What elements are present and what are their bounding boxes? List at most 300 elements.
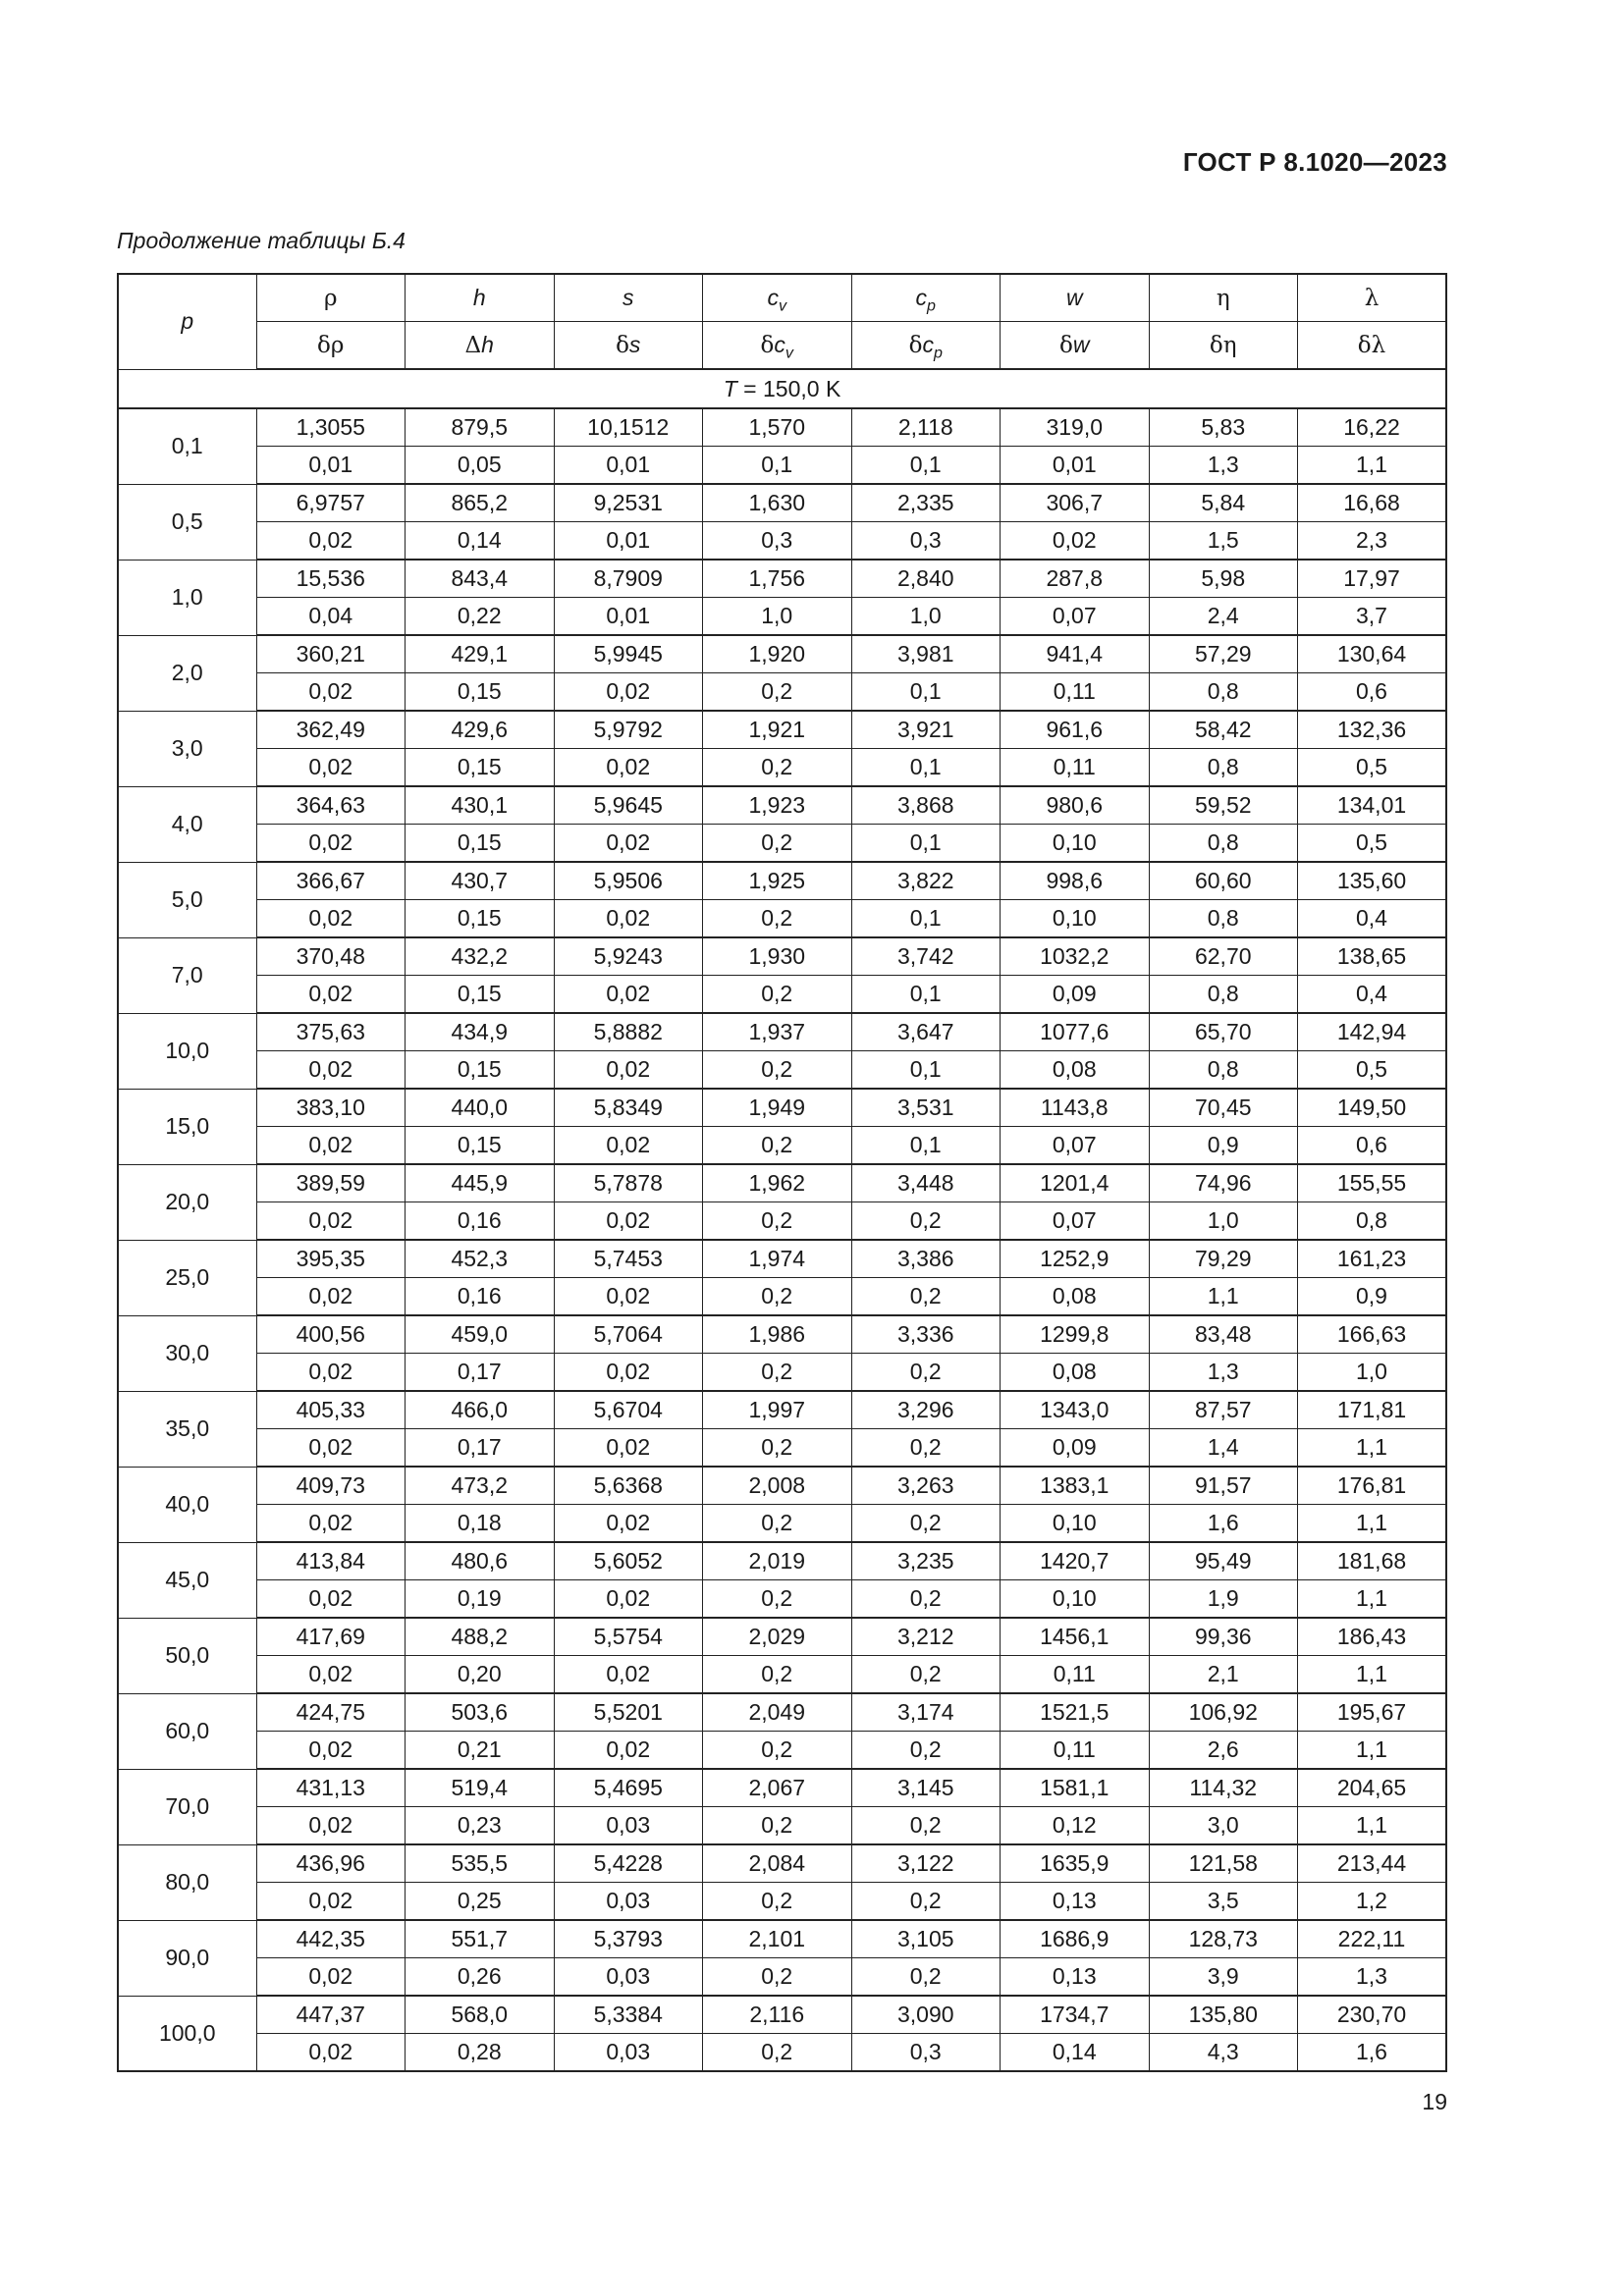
value-cell: 1077,6 xyxy=(1001,1013,1150,1051)
uncertainty-cell: 0,1 xyxy=(851,825,1001,863)
uncertainty-cell: 0,2 xyxy=(703,1429,852,1468)
value-cell: 3,921 xyxy=(851,711,1001,749)
uncertainty-cell: 0,2 xyxy=(703,1127,852,1165)
uncertainty-cell: 0,02 xyxy=(256,1580,406,1619)
uncertainty-cell: 0,02 xyxy=(554,900,703,938)
table-row-values xyxy=(118,937,1446,976)
uncertainty-cell: 0,02 xyxy=(554,1732,703,1770)
value-cell: 70,45 xyxy=(1149,1089,1298,1127)
value-cell: 436,96 xyxy=(256,1844,406,1883)
uncertainty-cell: 0,15 xyxy=(406,1127,555,1165)
value-cell: 3,122 xyxy=(851,1844,1001,1883)
uncertainty-cell: 0,15 xyxy=(406,1051,555,1090)
uncertainty-cell: 0,02 xyxy=(256,1807,406,1845)
table-row-values xyxy=(118,1769,1446,1807)
uncertainty-cell: 0,2 xyxy=(851,1656,1001,1694)
value-cell: 128,73 xyxy=(1149,1920,1298,1958)
table-row-uncertainties xyxy=(118,1580,1446,1619)
table-row-values xyxy=(118,1618,1446,1656)
uncertainty-cell: 0,20 xyxy=(406,1656,555,1694)
uncertainty-cell: 0,8 xyxy=(1149,825,1298,863)
value-cell: 15,536 xyxy=(256,560,406,598)
uncertainty-cell: 0,15 xyxy=(406,673,555,712)
value-cell: 1,986 xyxy=(703,1315,852,1354)
uncertainty-cell: 0,02 xyxy=(256,900,406,938)
value-cell: 57,29 xyxy=(1149,635,1298,673)
header-row-values xyxy=(118,274,1446,322)
uncertainty-cell: 0,2 xyxy=(703,1958,852,1997)
value-cell: 5,9506 xyxy=(554,862,703,900)
value-cell: 5,6704 xyxy=(554,1391,703,1429)
uncertainty-cell: 1,9 xyxy=(1149,1580,1298,1619)
uncertainty-cell: 0,02 xyxy=(554,976,703,1014)
value-cell: 79,29 xyxy=(1149,1240,1298,1278)
table-row-values xyxy=(118,484,1446,522)
value-cell: 130,64 xyxy=(1298,635,1447,673)
uncertainty-cell: 0,8 xyxy=(1298,1202,1447,1241)
value-cell: 1,925 xyxy=(703,862,852,900)
pressure-cell: 3,0 xyxy=(118,711,256,786)
column-header-1: h xyxy=(406,274,555,322)
pressure-cell: 30,0 xyxy=(118,1315,256,1391)
value-cell: 95,49 xyxy=(1149,1542,1298,1580)
uncertainty-cell: 0,5 xyxy=(1298,749,1447,787)
value-cell: 366,67 xyxy=(256,862,406,900)
uncertainty-cell: 0,02 xyxy=(1001,522,1150,561)
value-cell: 1143,8 xyxy=(1001,1089,1150,1127)
pressure-cell: 80,0 xyxy=(118,1844,256,1920)
uncertainty-cell: 0,2 xyxy=(703,749,852,787)
uncertainty-cell: 0,02 xyxy=(256,1883,406,1921)
value-cell: 1,630 xyxy=(703,484,852,522)
value-cell: 362,49 xyxy=(256,711,406,749)
value-cell: 3,296 xyxy=(851,1391,1001,1429)
uncertainty-cell: 0,1 xyxy=(851,1051,1001,1090)
value-cell: 1,937 xyxy=(703,1013,852,1051)
uncertainty-cell: 0,01 xyxy=(1001,447,1150,485)
value-cell: 364,63 xyxy=(256,786,406,825)
uncertainty-cell: 0,4 xyxy=(1298,900,1447,938)
uncertainty-cell: 0,02 xyxy=(256,1202,406,1241)
uncertainty-cell: 0,3 xyxy=(703,522,852,561)
value-cell: 5,8882 xyxy=(554,1013,703,1051)
value-cell: 430,1 xyxy=(406,786,555,825)
value-cell: 1252,9 xyxy=(1001,1240,1150,1278)
value-cell: 440,0 xyxy=(406,1089,555,1127)
uncertainty-cell: 0,22 xyxy=(406,598,555,636)
uncertainty-cell: 3,5 xyxy=(1149,1883,1298,1921)
table-row-uncertainties xyxy=(118,1883,1446,1921)
value-cell: 480,6 xyxy=(406,1542,555,1580)
value-cell: 8,7909 xyxy=(554,560,703,598)
value-cell: 59,52 xyxy=(1149,786,1298,825)
value-cell: 287,8 xyxy=(1001,560,1150,598)
deviation-header-3: $\delta c_v$ xyxy=(703,322,852,370)
uncertainty-cell: 1,3 xyxy=(1298,1958,1447,1997)
document-code: ГОСТ Р 8.1020—2023 xyxy=(1182,147,1447,177)
value-cell: 16,22 xyxy=(1298,408,1447,447)
table-row-values xyxy=(118,1467,1446,1505)
table-row-values xyxy=(118,1164,1446,1202)
uncertainty-cell: 0,1 xyxy=(851,976,1001,1014)
uncertainty-cell: 0,1 xyxy=(851,1127,1001,1165)
value-cell: 447,37 xyxy=(256,1996,406,2034)
uncertainty-cell: 0,02 xyxy=(554,749,703,787)
uncertainty-cell: 0,13 xyxy=(1001,1883,1150,1921)
pressure-cell: 5,0 xyxy=(118,862,256,937)
value-cell: 370,48 xyxy=(256,937,406,976)
uncertainty-cell: 0,2 xyxy=(851,1278,1001,1316)
value-cell: 1,930 xyxy=(703,937,852,976)
uncertainty-cell: 0,2 xyxy=(703,673,852,712)
value-cell: 2,019 xyxy=(703,1542,852,1580)
uncertainty-cell: 1,1 xyxy=(1298,1807,1447,1845)
uncertainty-cell: 2,4 xyxy=(1149,598,1298,636)
uncertainty-cell: 0,07 xyxy=(1001,598,1150,636)
value-cell: 3,822 xyxy=(851,862,1001,900)
value-cell: 134,01 xyxy=(1298,786,1447,825)
value-cell: 2,118 xyxy=(851,408,1001,447)
uncertainty-cell: 0,02 xyxy=(256,749,406,787)
uncertainty-cell: 0,17 xyxy=(406,1429,555,1468)
uncertainty-cell: 0,01 xyxy=(554,598,703,636)
uncertainty-cell: 1,1 xyxy=(1298,1505,1447,1543)
pressure-cell: 40,0 xyxy=(118,1467,256,1542)
value-cell: 5,9645 xyxy=(554,786,703,825)
value-cell: 429,1 xyxy=(406,635,555,673)
uncertainty-cell: 0,2 xyxy=(851,1807,1001,1845)
value-cell: 5,6368 xyxy=(554,1467,703,1505)
uncertainty-cell: 0,11 xyxy=(1001,673,1150,712)
table-row-uncertainties xyxy=(118,1958,1446,1997)
uncertainty-cell: 0,10 xyxy=(1001,825,1150,863)
uncertainty-cell: 1,1 xyxy=(1298,1580,1447,1619)
uncertainty-cell: 2,6 xyxy=(1149,1732,1298,1770)
value-cell: 1,921 xyxy=(703,711,852,749)
uncertainty-cell: 0,09 xyxy=(1001,976,1150,1014)
uncertainty-cell: 0,9 xyxy=(1298,1278,1447,1316)
uncertainty-cell: 0,02 xyxy=(256,522,406,561)
uncertainty-cell: 0,15 xyxy=(406,825,555,863)
value-cell: 2,840 xyxy=(851,560,1001,598)
uncertainty-cell: 0,13 xyxy=(1001,1958,1150,1997)
table-row-uncertainties xyxy=(118,1278,1446,1316)
value-cell: 2,101 xyxy=(703,1920,852,1958)
value-cell: 429,6 xyxy=(406,711,555,749)
value-cell: 58,42 xyxy=(1149,711,1298,749)
uncertainty-cell: 0,1 xyxy=(703,447,852,485)
value-cell: 1456,1 xyxy=(1001,1618,1150,1656)
value-cell: 1521,5 xyxy=(1001,1693,1150,1732)
pressure-cell: 20,0 xyxy=(118,1164,256,1240)
uncertainty-cell: 3,7 xyxy=(1298,598,1447,636)
pressure-cell: 70,0 xyxy=(118,1769,256,1844)
column-header-5: w xyxy=(1001,274,1150,322)
table-row-values xyxy=(118,1693,1446,1732)
value-cell: 961,6 xyxy=(1001,711,1150,749)
uncertainty-cell: 1,0 xyxy=(703,598,852,636)
table-row-uncertainties xyxy=(118,1202,1446,1241)
table-row-uncertainties xyxy=(118,1051,1446,1090)
table-row-uncertainties xyxy=(118,2034,1446,2072)
value-cell: 3,647 xyxy=(851,1013,1001,1051)
uncertainty-cell: 0,2 xyxy=(703,1807,852,1845)
column-header-2: s xyxy=(554,274,703,322)
uncertainty-cell: 0,2 xyxy=(703,976,852,1014)
uncertainty-cell: 0,25 xyxy=(406,1883,555,1921)
uncertainty-cell: 0,2 xyxy=(703,825,852,863)
uncertainty-cell: 0,09 xyxy=(1001,1429,1150,1468)
uncertainty-cell: 0,2 xyxy=(703,1580,852,1619)
value-cell: 142,94 xyxy=(1298,1013,1447,1051)
pressure-symbol: p xyxy=(181,308,194,335)
table-row-values xyxy=(118,711,1446,749)
table-row-uncertainties xyxy=(118,598,1446,636)
uncertainty-cell: 0,18 xyxy=(406,1505,555,1543)
value-cell: 519,4 xyxy=(406,1769,555,1807)
table-row-values xyxy=(118,635,1446,673)
table-row-uncertainties xyxy=(118,825,1446,863)
uncertainty-cell: 0,02 xyxy=(256,976,406,1014)
value-cell: 5,9945 xyxy=(554,635,703,673)
table-row-uncertainties xyxy=(118,749,1446,787)
column-header-6: η xyxy=(1149,274,1298,322)
value-cell: 360,21 xyxy=(256,635,406,673)
value-cell: 74,96 xyxy=(1149,1164,1298,1202)
uncertainty-cell: 0,2 xyxy=(851,1580,1001,1619)
uncertainty-cell: 0,2 xyxy=(703,1051,852,1090)
value-cell: 1686,9 xyxy=(1001,1920,1150,1958)
uncertainty-cell: 0,07 xyxy=(1001,1202,1150,1241)
uncertainty-cell: 0,2 xyxy=(703,1278,852,1316)
pressure-column-header xyxy=(118,274,256,369)
table-caption: Продолжение таблицы Б.4 xyxy=(117,228,406,253)
value-cell: 3,981 xyxy=(851,635,1001,673)
value-cell: 1032,2 xyxy=(1001,937,1150,976)
value-cell: 2,008 xyxy=(703,1467,852,1505)
value-cell: 2,084 xyxy=(703,1844,852,1883)
uncertainty-cell: 0,11 xyxy=(1001,749,1150,787)
pressure-cell: 0,1 xyxy=(118,408,256,484)
value-cell: 5,98 xyxy=(1149,560,1298,598)
uncertainty-cell: 1,0 xyxy=(851,598,1001,636)
uncertainty-cell: 0,02 xyxy=(554,673,703,712)
uncertainty-cell: 0,02 xyxy=(554,1202,703,1241)
pressure-cell: 7,0 xyxy=(118,937,256,1013)
value-cell: 5,7064 xyxy=(554,1315,703,1354)
uncertainty-cell: 1,1 xyxy=(1298,447,1447,485)
value-cell: 10,1512 xyxy=(554,408,703,447)
value-cell: 3,868 xyxy=(851,786,1001,825)
value-cell: 155,55 xyxy=(1298,1164,1447,1202)
value-cell: 459,0 xyxy=(406,1315,555,1354)
uncertainty-cell: 0,23 xyxy=(406,1807,555,1845)
page-number: 19 xyxy=(1422,2089,1447,2114)
value-cell: 6,9757 xyxy=(256,484,406,522)
value-cell: 409,73 xyxy=(256,1467,406,1505)
value-cell: 1581,1 xyxy=(1001,1769,1150,1807)
value-cell: 3,235 xyxy=(851,1542,1001,1580)
uncertainty-cell: 0,8 xyxy=(1149,749,1298,787)
value-cell: 375,63 xyxy=(256,1013,406,1051)
uncertainty-cell: 3,0 xyxy=(1149,1807,1298,1845)
uncertainty-cell: 0,03 xyxy=(554,2034,703,2072)
uncertainty-cell: 0,02 xyxy=(256,1354,406,1392)
value-cell: 9,2531 xyxy=(554,484,703,522)
value-cell: 1383,1 xyxy=(1001,1467,1150,1505)
table-row-values xyxy=(118,1240,1446,1278)
uncertainty-cell: 0,08 xyxy=(1001,1354,1150,1392)
value-cell: 442,35 xyxy=(256,1920,406,1958)
value-cell: 1299,8 xyxy=(1001,1315,1150,1354)
value-cell: 5,8349 xyxy=(554,1089,703,1127)
uncertainty-cell: 0,2 xyxy=(851,1883,1001,1921)
uncertainty-cell: 0,02 xyxy=(554,1656,703,1694)
value-cell: 3,263 xyxy=(851,1467,1001,1505)
value-cell: 1343,0 xyxy=(1001,1391,1150,1429)
value-cell: 3,386 xyxy=(851,1240,1001,1278)
value-cell: 3,336 xyxy=(851,1315,1001,1354)
uncertainty-cell: 0,10 xyxy=(1001,1580,1150,1619)
uncertainty-cell: 0,2 xyxy=(703,1656,852,1694)
uncertainty-cell: 0,02 xyxy=(554,1354,703,1392)
uncertainty-cell: 0,14 xyxy=(406,522,555,561)
uncertainty-cell: 0,05 xyxy=(406,447,555,485)
pressure-cell: 25,0 xyxy=(118,1240,256,1315)
value-cell: 413,84 xyxy=(256,1542,406,1580)
uncertainty-cell: 0,28 xyxy=(406,2034,555,2072)
value-cell: 5,5201 xyxy=(554,1693,703,1732)
value-cell: 998,6 xyxy=(1001,862,1150,900)
pressure-cell: 100,0 xyxy=(118,1996,256,2071)
value-cell: 5,4695 xyxy=(554,1769,703,1807)
deviation-header-0: δρ xyxy=(256,322,406,370)
column-header-3: $c_v$ xyxy=(703,274,852,322)
value-cell: 1,3055 xyxy=(256,408,406,447)
uncertainty-cell: 0,8 xyxy=(1149,976,1298,1014)
table-row-uncertainties xyxy=(118,1807,1446,1845)
value-cell: 17,97 xyxy=(1298,560,1447,598)
uncertainty-cell: 1,1 xyxy=(1298,1429,1447,1468)
uncertainty-cell: 0,03 xyxy=(554,1958,703,1997)
value-cell: 135,80 xyxy=(1149,1996,1298,2034)
pressure-cell: 50,0 xyxy=(118,1618,256,1693)
uncertainty-cell: 0,02 xyxy=(554,1127,703,1165)
value-cell: 405,33 xyxy=(256,1391,406,1429)
uncertainty-cell: 0,16 xyxy=(406,1278,555,1316)
uncertainty-cell: 0,10 xyxy=(1001,900,1150,938)
value-cell: 5,3384 xyxy=(554,1996,703,2034)
value-cell: 3,090 xyxy=(851,1996,1001,2034)
value-cell: 2,067 xyxy=(703,1769,852,1807)
uncertainty-cell: 0,17 xyxy=(406,1354,555,1392)
value-cell: 2,335 xyxy=(851,484,1001,522)
table-row-values xyxy=(118,408,1446,447)
value-cell: 3,105 xyxy=(851,1920,1001,1958)
uncertainty-cell: 1,1 xyxy=(1298,1656,1447,1694)
uncertainty-cell: 0,4 xyxy=(1298,976,1447,1014)
value-cell: 1,997 xyxy=(703,1391,852,1429)
value-cell: 176,81 xyxy=(1298,1467,1447,1505)
value-cell: 222,11 xyxy=(1298,1920,1447,1958)
table-row-values xyxy=(118,1391,1446,1429)
table-row-values xyxy=(118,1920,1446,1958)
table-row-values xyxy=(118,786,1446,825)
uncertainty-cell: 0,02 xyxy=(256,1732,406,1770)
uncertainty-cell: 0,6 xyxy=(1298,673,1447,712)
table-row-uncertainties xyxy=(118,673,1446,712)
value-cell: 503,6 xyxy=(406,1693,555,1732)
value-cell: 5,3793 xyxy=(554,1920,703,1958)
uncertainty-cell: 0,19 xyxy=(406,1580,555,1619)
value-cell: 171,81 xyxy=(1298,1391,1447,1429)
value-cell: 213,44 xyxy=(1298,1844,1447,1883)
pressure-cell: 35,0 xyxy=(118,1391,256,1467)
pressure-cell: 1,0 xyxy=(118,560,256,635)
uncertainty-cell: 0,02 xyxy=(554,1429,703,1468)
pressure-cell: 15,0 xyxy=(118,1089,256,1164)
value-cell: 230,70 xyxy=(1298,1996,1447,2034)
value-cell: 65,70 xyxy=(1149,1013,1298,1051)
deviation-header-7: δλ xyxy=(1298,322,1447,370)
uncertainty-cell: 0,15 xyxy=(406,749,555,787)
value-cell: 1420,7 xyxy=(1001,1542,1150,1580)
value-cell: 306,7 xyxy=(1001,484,1150,522)
uncertainty-cell: 0,12 xyxy=(1001,1807,1150,1845)
uncertainty-cell: 0,14 xyxy=(1001,2034,1150,2072)
uncertainty-cell: 0,01 xyxy=(256,447,406,485)
table-row-uncertainties xyxy=(118,900,1446,938)
uncertainty-cell: 1,0 xyxy=(1149,1202,1298,1241)
uncertainty-cell: 0,8 xyxy=(1149,673,1298,712)
value-cell: 466,0 xyxy=(406,1391,555,1429)
uncertainty-cell: 0,02 xyxy=(554,1580,703,1619)
uncertainty-cell: 0,2 xyxy=(851,1505,1001,1543)
uncertainty-cell: 0,11 xyxy=(1001,1656,1150,1694)
column-header-4: $c_p$ xyxy=(851,274,1001,322)
uncertainty-cell: 0,02 xyxy=(554,1505,703,1543)
uncertainty-cell: 0,08 xyxy=(1001,1278,1150,1316)
value-cell: 319,0 xyxy=(1001,408,1150,447)
value-cell: 2,049 xyxy=(703,1693,852,1732)
uncertainty-cell: 0,2 xyxy=(703,2034,852,2072)
value-cell: 400,56 xyxy=(256,1315,406,1354)
uncertainty-cell: 0,2 xyxy=(703,900,852,938)
uncertainty-cell: 1,0 xyxy=(1298,1354,1447,1392)
uncertainty-cell: 2,3 xyxy=(1298,522,1447,561)
uncertainty-cell: 0,02 xyxy=(256,1127,406,1165)
value-cell: 161,23 xyxy=(1298,1240,1447,1278)
uncertainty-cell: 3,9 xyxy=(1149,1958,1298,1997)
value-cell: 121,58 xyxy=(1149,1844,1298,1883)
value-cell: 1,923 xyxy=(703,786,852,825)
uncertainty-cell: 0,21 xyxy=(406,1732,555,1770)
uncertainty-cell: 0,1 xyxy=(851,447,1001,485)
deviation-header-5: δw xyxy=(1001,322,1150,370)
table-row-values xyxy=(118,560,1446,598)
value-cell: 488,2 xyxy=(406,1618,555,1656)
uncertainty-cell: 1,6 xyxy=(1149,1505,1298,1543)
uncertainty-cell: 0,2 xyxy=(703,1883,852,1921)
value-cell: 1,920 xyxy=(703,635,852,673)
table-row-uncertainties xyxy=(118,976,1446,1014)
uncertainty-cell: 0,10 xyxy=(1001,1505,1150,1543)
value-cell: 535,5 xyxy=(406,1844,555,1883)
uncertainty-cell: 0,01 xyxy=(554,447,703,485)
table-row-values xyxy=(118,1996,1446,2034)
uncertainty-cell: 0,11 xyxy=(1001,1732,1150,1770)
uncertainty-cell: 1,3 xyxy=(1149,1354,1298,1392)
